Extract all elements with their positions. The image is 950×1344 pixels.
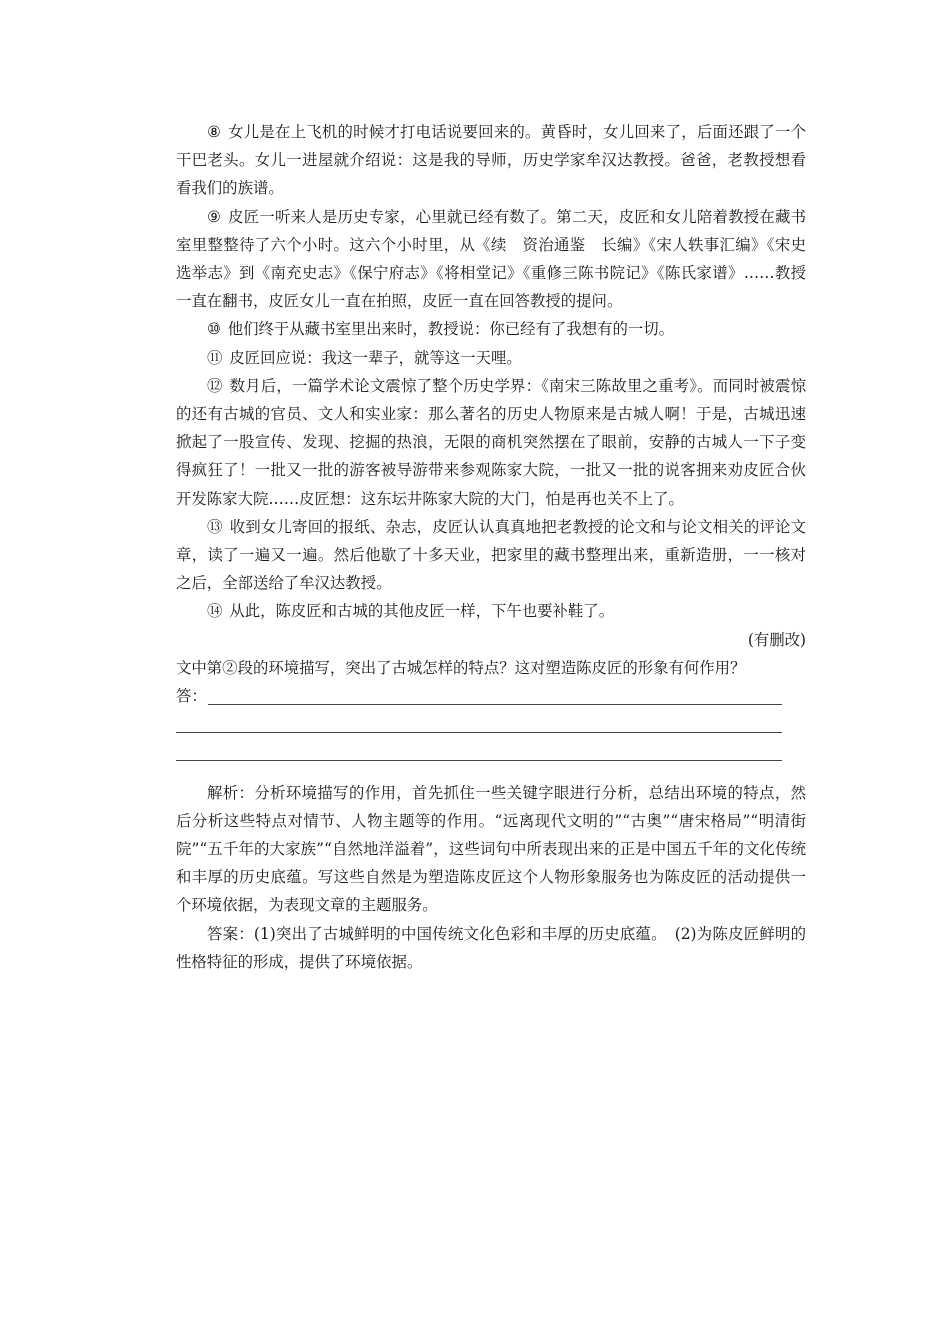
paragraph-10 [176,315,806,343]
spacer [176,767,806,779]
answer-row-3 [176,738,806,766]
answer-label: 答： [176,682,207,710]
paragraph-8 [176,118,806,203]
paragraph-9 [176,203,806,316]
paragraph-number: ⑬ [207,517,223,536]
answer-text: 答案：(1)突出了古城鲜明的中国传统文化色彩和丰厚的历史底蕴。 (2)为陈皮匠鲜明的性格特征的形成，提供了环境依据。 [176,924,806,971]
answer-row-1 [176,682,806,710]
paragraph-number: ⑩ [207,320,221,339]
analysis-text: 解析：分析环境描写的作用，首先抓住一些关键字眼进行分析，总结出环境的特点，然后分析这些特点对情节、人物主题等的作用。“远离现代文明的”“古奥”“唐宋格局”“明清街院”“五千年的大家族”“自然地洋溢着”，这些词句中所表现出来的正是中国五千年的文化传统和丰厚的历史底蕴。写这些自然是为塑造陈皮匠这个人物形象服务也为陈皮匠的活动提供一个环境依据，为表现文章的主题服务。 [176,783,806,915]
paragraph-text: 皮匠回应说：我这一辈子，就等这一天哩。 [229,348,522,367]
paragraph-text: 数月后，一篇学术论文震惊了整个历史学界：《南宋三陈故里之重考》。而同时被震惊的还有古城的官员、文人和实业家：那么著名的历史人物原来是古城人啊！于是，古城迅速掀起了一股宣传、发现、挖掘的热浪，无限的商机突然摆在了眼前，安静的古城人一下子变得疯狂了！一批又一批的游客被导游带来参观陈家大院，一批又一批的说客拥来劝皮匠合伙开发陈家大院……皮匠想：这东坛井陈家大院的大门，怕是再也关不上了。 [176,376,806,508]
answer-blank-line[interactable] [176,732,782,733]
paragraph-number: ⑭ [207,602,223,621]
paragraph-number: ⑫ [207,376,223,395]
question-text: 文中第②段的环境描写，突出了古城怎样的特点？这对塑造陈皮匠的形象有何作用？ [176,658,746,677]
paragraph-11 [176,344,806,372]
paragraph-text: 他们终于从藏书室里出来时，教授说：你已经有了我想有的一切。 [227,320,675,339]
paragraph-text: 收到女儿寄回的报纸、杂志，皮匠认认真真地把老教授的论文和与论文相关的评论文章，读了一遍又一遍。然后他歇了十多天业，把家里的藏书整理出来，重新造册，一一核对之后，全部送给了牟汉达教授。 [176,517,806,593]
paragraph-13 [176,513,806,598]
paragraph-text: 女儿是在上飞机的时候才打电话说要回来的。黄昏时，女儿回来了，后面还跟了一个干巴老头。女儿一进屋就介绍说：这是我的导师，历史学家牟汉达教授。爸爸，老教授想看看我们的族谱。 [176,123,806,198]
paragraph-12 [176,372,806,513]
paragraph-number: ⑧ [207,123,222,141]
source-note: (有删改) [747,630,806,649]
paragraph-number: ⑨ [207,207,222,226]
answer-blank-line[interactable] [176,760,782,761]
answer-row-2 [176,710,806,738]
answer-blank-line[interactable] [208,704,782,705]
paragraph-text: 从此，陈皮匠和古城的其他皮匠一样，下午也要补鞋了。 [229,602,615,621]
paragraph-14 [176,597,806,625]
paragraph-text: 皮匠一听来人是历史专家，心里就已经有数了。第二天，皮匠和女儿陪着教授在藏书室里整整待了六个小时。这六个小时里，从《续 资治通鉴 长编》《宋人轶事汇编》《宋史选举志》到《南充史志》《保宁府志》《将相堂记》《重修三陈书院记》《陈氏家谱》……教授一直在翻书，皮匠女儿一直在拍照，皮匠一直在回答教授的提问。 [176,207,806,311]
document-page [176,118,806,976]
paragraph-number: ⑪ [207,348,223,367]
